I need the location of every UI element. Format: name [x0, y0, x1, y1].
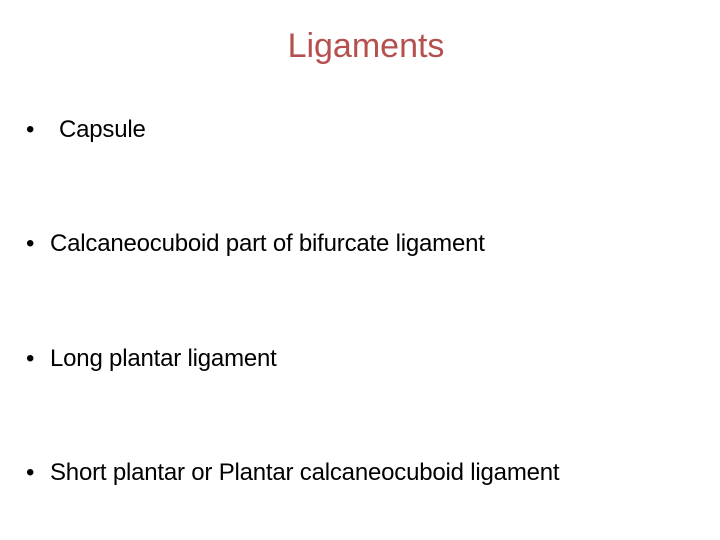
bullet-icon: • [26, 345, 35, 372]
bullet-text: Capsule [59, 116, 146, 143]
bullet-text: Calcaneocuboid part of bifurcate ligament [50, 230, 485, 257]
bullet-icon: • [26, 230, 35, 257]
bullet-icon: • [26, 459, 35, 486]
bullet-text: Long plantar ligament [50, 345, 277, 372]
bullet-text: Short plantar or Plantar calcaneocuboid ligament [50, 459, 560, 486]
slide-title: Ligaments [287, 27, 445, 65]
bullet-icon: • [26, 116, 35, 143]
